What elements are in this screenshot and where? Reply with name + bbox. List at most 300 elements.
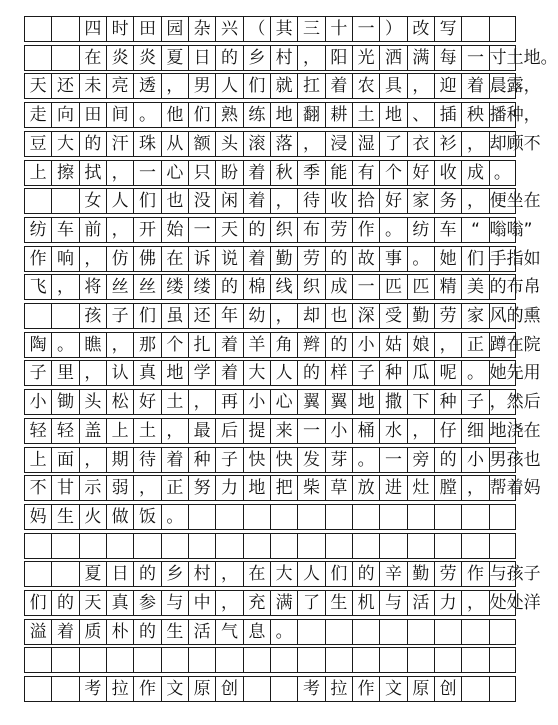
grid-cell: 着: [243, 247, 270, 271]
grid-cell: （: [243, 17, 270, 41]
grid-cell: [161, 648, 188, 672]
grid-cell: 亮: [106, 74, 133, 98]
grid-cell: [215, 505, 242, 529]
grid-cell: 飞: [24, 275, 51, 299]
grid-cell: 天: [79, 591, 106, 615]
grid-cell: 作: [24, 247, 51, 271]
grid-cell: 参: [133, 591, 160, 615]
grid-cell: 人: [297, 562, 324, 586]
grid-cell: 正: [161, 476, 188, 500]
grid-cell: 大: [243, 361, 270, 385]
grid-cell: 里: [51, 361, 78, 385]
grid-cell: 真: [106, 591, 133, 615]
grid-cell: 小: [243, 390, 270, 414]
grid-row: [24, 131, 541, 157]
grid-cell: [24, 534, 51, 558]
grid-cell: 锄: [51, 390, 78, 414]
grid-cell: 柴: [297, 476, 324, 500]
grid-cell: 上: [106, 419, 133, 443]
grid-cell: 辫: [297, 333, 324, 357]
grid-cell: [461, 17, 488, 41]
grid-cell: 活: [407, 591, 434, 615]
grid-cell: 着: [325, 74, 352, 98]
grid-cell: [243, 505, 270, 529]
grid-cell: 瞧: [79, 333, 106, 357]
grid-cell: 秋: [270, 161, 297, 185]
grid-cell: 故: [352, 247, 379, 271]
grid-cell: [407, 505, 434, 529]
grid-cell: 认: [106, 361, 133, 385]
grid-cell: [434, 648, 461, 672]
grid-cell: 一: [133, 161, 160, 185]
grid-cell: 小: [352, 333, 379, 357]
grid-cell: 收: [434, 161, 461, 185]
grid-cell: 她: [434, 247, 461, 271]
grid-cell: [489, 534, 516, 558]
grid-cell: 嗡嗡”: [489, 219, 533, 240]
grid-cell: 上: [24, 161, 51, 185]
grid-cell: 气: [215, 620, 242, 644]
grid-cell: 作: [352, 677, 379, 701]
grid-cell: 也: [325, 304, 352, 328]
grid-cell: 。: [461, 361, 488, 385]
grid-cell: 豆: [24, 132, 51, 156]
grid-cell: 间: [106, 103, 133, 127]
grid-cell: 纺: [407, 218, 434, 242]
grid-cell: 匹: [379, 275, 406, 299]
grid-cell: 盖: [79, 419, 106, 443]
grid-cell: 轻: [51, 419, 78, 443]
grid-cell: 匹: [407, 275, 434, 299]
grid-cell: 。: [51, 333, 78, 357]
grid-cell: 时: [106, 17, 133, 41]
grid-cell: 拉: [325, 677, 352, 701]
grid-cell: [133, 648, 160, 672]
grid-cell: 力: [434, 591, 461, 615]
grid-row: [24, 16, 516, 42]
grid-cell: 三: [297, 17, 324, 41]
grid-cell: 响: [51, 247, 78, 271]
grid-cell: 成: [325, 275, 352, 299]
grid-cell: [461, 505, 488, 529]
grid-cell: 耕: [325, 103, 352, 127]
grid-cell: 原: [188, 677, 215, 701]
grid-cell: 在: [161, 247, 188, 271]
grid-cell: 后: [215, 419, 242, 443]
grid-cell: 勤: [270, 247, 297, 271]
grid-cell: 饭: [133, 505, 160, 529]
grid-cell: 努: [188, 476, 215, 500]
grid-cell: 地: [352, 390, 379, 414]
grid-cell: 熟: [215, 103, 242, 127]
grid-cell: 子: [24, 361, 51, 385]
grid-cell: 考: [297, 677, 324, 701]
grid-cell: [489, 505, 516, 529]
grid-cell: 一: [461, 46, 488, 70]
grid-cell: 们: [243, 74, 270, 98]
grid-cell: 劳: [434, 304, 461, 328]
grid-cell: 种: [379, 361, 406, 385]
grid-cell: [352, 505, 379, 529]
grid-cell: 着: [215, 333, 242, 357]
grid-cell: 佛: [133, 247, 160, 271]
grid-cell: ，: [188, 390, 215, 414]
grid-cell: 瓜: [407, 361, 434, 385]
grid-cell: 朴: [106, 620, 133, 644]
grid-cell: ，: [51, 275, 78, 299]
grid-cell: 改: [407, 17, 434, 41]
grid-cell: 织: [297, 275, 324, 299]
grid-cell: [24, 46, 51, 70]
grid-cell: 珠: [133, 132, 160, 156]
grid-cell: “: [461, 218, 488, 242]
grid-cell: [352, 648, 379, 672]
grid-cell: 仿: [106, 247, 133, 271]
grid-cell: 洒: [379, 46, 406, 70]
grid-cell: 原: [407, 677, 434, 701]
grid-cell: 晨露，: [489, 76, 541, 97]
grid-cell: 面: [51, 448, 78, 472]
grid-cell: 机: [352, 591, 379, 615]
grid-row: [24, 360, 541, 386]
grid-cell: 大: [51, 132, 78, 156]
grid-cell: 扛: [297, 74, 324, 98]
grid-cell: 了: [379, 132, 406, 156]
grid-cell: 务: [434, 189, 461, 213]
grid-cell: 着: [161, 448, 188, 472]
grid-cell: ，: [297, 46, 324, 70]
grid-cell: 的: [133, 620, 160, 644]
grid-cell: 扎: [188, 333, 215, 357]
grid-cell: 的: [434, 448, 461, 472]
grid-cell: 十: [325, 17, 352, 41]
grid-cell: [434, 620, 461, 644]
grid-cell: 便坐在: [489, 191, 541, 212]
grid-cell: 羊: [243, 333, 270, 357]
grid-cell: 种: [434, 390, 461, 414]
grid-cell: 车: [51, 218, 78, 242]
grid-cell: [243, 648, 270, 672]
grid-cell: 溢: [24, 620, 51, 644]
grid-cell: [434, 505, 461, 529]
grid-cell: 透: [133, 74, 160, 98]
grid-cell: 在: [79, 46, 106, 70]
grid-cell: [352, 620, 379, 644]
grid-cell: 始: [161, 218, 188, 242]
grid-cell: 待: [297, 189, 324, 213]
grid-cell: 小: [461, 448, 488, 472]
grid-cell: 未: [79, 74, 106, 98]
grid-cell: 的: [352, 562, 379, 586]
grid-cell: 炎: [106, 46, 133, 70]
grid-cell: 杂: [188, 17, 215, 41]
grid-cell: [79, 534, 106, 558]
grid-cell: 那: [133, 333, 160, 357]
grid-cell: 的: [133, 562, 160, 586]
grid-cell: 滚: [243, 132, 270, 156]
grid-cell: 天: [215, 218, 242, 242]
grid-cell: [407, 620, 434, 644]
grid-cell: [51, 17, 78, 41]
grid-cell: 劳: [434, 562, 461, 586]
grid-cell: 的: [215, 46, 242, 70]
grid-cell: 仔: [434, 419, 461, 443]
grid-row: [24, 73, 541, 99]
grid-cell: 个: [161, 333, 188, 357]
grid-cell: ，: [297, 132, 324, 156]
grid-cell: 充: [243, 591, 270, 615]
grid-cell: 成: [461, 161, 488, 185]
grid-cell: [379, 505, 406, 529]
grid-cell: 布: [297, 218, 324, 242]
grid-cell: 夏: [161, 46, 188, 70]
grid-cell: 。: [407, 247, 434, 271]
grid-cell: 季: [297, 161, 324, 185]
grid-cell: 的: [79, 132, 106, 156]
grid-cell: 擦: [51, 161, 78, 185]
grid-cell: [325, 534, 352, 558]
grid-cell: 子: [461, 390, 488, 414]
grid-cell: ，: [106, 333, 133, 357]
grid-cell: 松: [106, 390, 133, 414]
grid-row: [24, 217, 533, 243]
grid-cell: 上: [24, 448, 51, 472]
grid-cell: ，: [407, 419, 434, 443]
grid-row: [24, 303, 541, 329]
grid-cell: [133, 534, 160, 558]
grid-cell: 的: [51, 591, 78, 615]
grid-cell: [51, 677, 78, 701]
grid-cell: 地: [379, 103, 406, 127]
grid-cell: 地浇在: [489, 420, 541, 441]
grid-cell: [24, 189, 51, 213]
grid-cell: [243, 534, 270, 558]
grid-cell: 衣: [407, 132, 434, 156]
grid-cell: ，: [133, 476, 160, 500]
grid-cell: 田: [79, 103, 106, 127]
grid-cell: 地: [161, 361, 188, 385]
grid-cell: [24, 677, 51, 701]
grid-cell: ，: [79, 361, 106, 385]
grid-cell: [24, 304, 51, 328]
grid-cell: 们: [133, 189, 160, 213]
grid-cell: 陶: [24, 333, 51, 357]
grid-cell: 闲: [215, 189, 242, 213]
composition-grid-paper: [24, 16, 558, 704]
grid-cell: 炎: [133, 46, 160, 70]
grid-cell: 一: [352, 17, 379, 41]
grid-cell: 却: [297, 304, 324, 328]
grid-cell: [24, 562, 51, 586]
grid-cell: 水: [379, 419, 406, 443]
grid-cell: 着: [51, 620, 78, 644]
grid-cell: ，: [270, 304, 297, 328]
grid-cell: 每: [434, 46, 461, 70]
grid-cell: 蹲在院: [489, 334, 541, 355]
grid-cell: 日: [188, 46, 215, 70]
grid-cell: 夏: [79, 562, 106, 586]
grid-row: [24, 102, 541, 128]
grid-cell: 学: [188, 361, 215, 385]
grid-cell: 满: [270, 591, 297, 615]
grid-cell: 着: [243, 161, 270, 185]
grid-cell: 灶: [407, 476, 434, 500]
grid-cell: 一: [352, 275, 379, 299]
grid-cell: 着: [461, 74, 488, 98]
grid-cell: 写: [434, 17, 461, 41]
grid-cell: 不: [24, 476, 51, 500]
grid-cell: 妈: [24, 505, 51, 529]
grid-cell: ，: [461, 189, 488, 213]
grid-cell: 他: [161, 103, 188, 127]
grid-cell: 作: [461, 562, 488, 586]
grid-cell: 撒: [379, 390, 406, 414]
grid-cell: 纺: [24, 218, 51, 242]
grid-cell: 孩: [79, 304, 106, 328]
grid-cell: 火: [79, 505, 106, 529]
grid-cell: 了: [297, 591, 324, 615]
grid-cell: 种: [188, 448, 215, 472]
grid-cell: 开: [133, 218, 160, 242]
grid-cell: 与孩子: [489, 564, 541, 585]
grid-cell: 们: [24, 591, 51, 615]
grid-cell: 生: [325, 591, 352, 615]
grid-cell: 从: [161, 132, 188, 156]
grid-cell: 日: [106, 562, 133, 586]
grid-cell: 天: [24, 74, 51, 98]
grid-cell: 弱: [106, 476, 133, 500]
grid-cell: 好: [379, 189, 406, 213]
grid-cell: 田: [133, 17, 160, 41]
grid-cell: [461, 648, 488, 672]
grid-cell: ，然后: [489, 392, 541, 413]
grid-cell: 做: [106, 505, 133, 529]
grid-cell: 人: [270, 361, 297, 385]
grid-cell: 的: [325, 333, 352, 357]
grid-cell: 有: [352, 161, 379, 185]
grid-cell: 生: [51, 505, 78, 529]
grid-cell: ，: [79, 448, 106, 472]
grid-cell: 虽: [161, 304, 188, 328]
grid-cell: 事: [379, 247, 406, 271]
grid-cell: ，: [434, 333, 461, 357]
grid-cell: [51, 648, 78, 672]
grid-cell: 家: [407, 189, 434, 213]
grid-cell: 幼: [243, 304, 270, 328]
grid-cell: 快: [243, 448, 270, 472]
grid-cell: 年: [215, 304, 242, 328]
grid-cell: 却顾不: [489, 133, 541, 154]
grid-cell: 的布帛: [489, 277, 541, 298]
grid-cell: 好: [407, 161, 434, 185]
grid-cell: 子: [352, 361, 379, 385]
grid-cell: 秧: [461, 103, 488, 127]
grid-cell: 处处洋: [489, 593, 541, 613]
grid-cell: 缕: [188, 275, 215, 299]
grid-row: [24, 274, 541, 300]
grid-cell: 人: [106, 189, 133, 213]
grid-cell: ，: [270, 189, 297, 213]
grid-cell: [461, 620, 488, 644]
grid-cell: 膛: [434, 476, 461, 500]
grid-cell: ，: [161, 419, 188, 443]
grid-cell: 没: [188, 189, 215, 213]
grid-cell: 还: [188, 304, 215, 328]
grid-cell: [379, 534, 406, 558]
grid-cell: 练: [243, 103, 270, 127]
grid-cell: 芽: [325, 448, 352, 472]
grid-cell: [407, 648, 434, 672]
grid-cell: 收: [325, 189, 352, 213]
grid-row: [24, 246, 541, 272]
grid-cell: 桶: [352, 419, 379, 443]
grid-cell: 头: [79, 390, 106, 414]
grid-cell: 呢: [434, 361, 461, 385]
grid-cell: 翻: [297, 103, 324, 127]
grid-cell: [24, 17, 51, 41]
grid-cell: 子: [106, 304, 133, 328]
grid-cell: 精: [434, 275, 461, 299]
grid-cell: 活: [188, 620, 215, 644]
grid-cell: 劳: [325, 218, 352, 242]
grid-cell: 真: [133, 361, 160, 385]
grid-cell: 播种，: [489, 105, 541, 126]
grid-cell: 待: [133, 448, 160, 472]
grid-cell: 们: [133, 304, 160, 328]
grid-cell: 把: [270, 476, 297, 500]
grid-row: [24, 332, 541, 358]
grid-cell: ，: [461, 476, 488, 500]
grid-cell: [379, 620, 406, 644]
grid-cell: 翼: [325, 390, 352, 414]
grid-cell: 说: [215, 247, 242, 271]
grid-cell: 下: [407, 390, 434, 414]
grid-cell: 乡: [161, 562, 188, 586]
grid-cell: [325, 648, 352, 672]
grid-cell: 轻: [24, 419, 51, 443]
grid-cell: 四: [79, 17, 106, 41]
grid-cell: [24, 648, 51, 672]
grid-cell: [215, 648, 242, 672]
grid-cell: 期: [106, 448, 133, 472]
grid-cell: 文: [161, 677, 188, 701]
grid-cell: 的: [215, 275, 242, 299]
grid-cell: 家: [461, 304, 488, 328]
grid-cell: 心: [270, 390, 297, 414]
grid-cell: [51, 562, 78, 586]
grid-cell: 的: [243, 218, 270, 242]
grid-row: [24, 590, 541, 616]
grid-cell: 汗: [106, 132, 133, 156]
grid-cell: 帮着妈: [489, 478, 541, 499]
grid-cell: [461, 677, 488, 701]
grid-cell: [243, 677, 270, 701]
grid-cell: [51, 534, 78, 558]
grid-cell: 文: [379, 677, 406, 701]
grid-cell: 车: [434, 218, 461, 242]
grid-cell: [51, 46, 78, 70]
grid-cell: 拉: [106, 677, 133, 701]
grid-cell: [106, 648, 133, 672]
grid-cell: 。: [270, 620, 297, 644]
grid-cell: 男孩也: [489, 449, 541, 470]
grid-cell: 只: [188, 161, 215, 185]
grid-cell: 能: [325, 161, 352, 185]
grid-cell: 还: [51, 74, 78, 98]
grid-cell: 作: [352, 218, 379, 242]
grid-row: [24, 418, 541, 444]
grid-cell: 迎: [434, 74, 461, 98]
